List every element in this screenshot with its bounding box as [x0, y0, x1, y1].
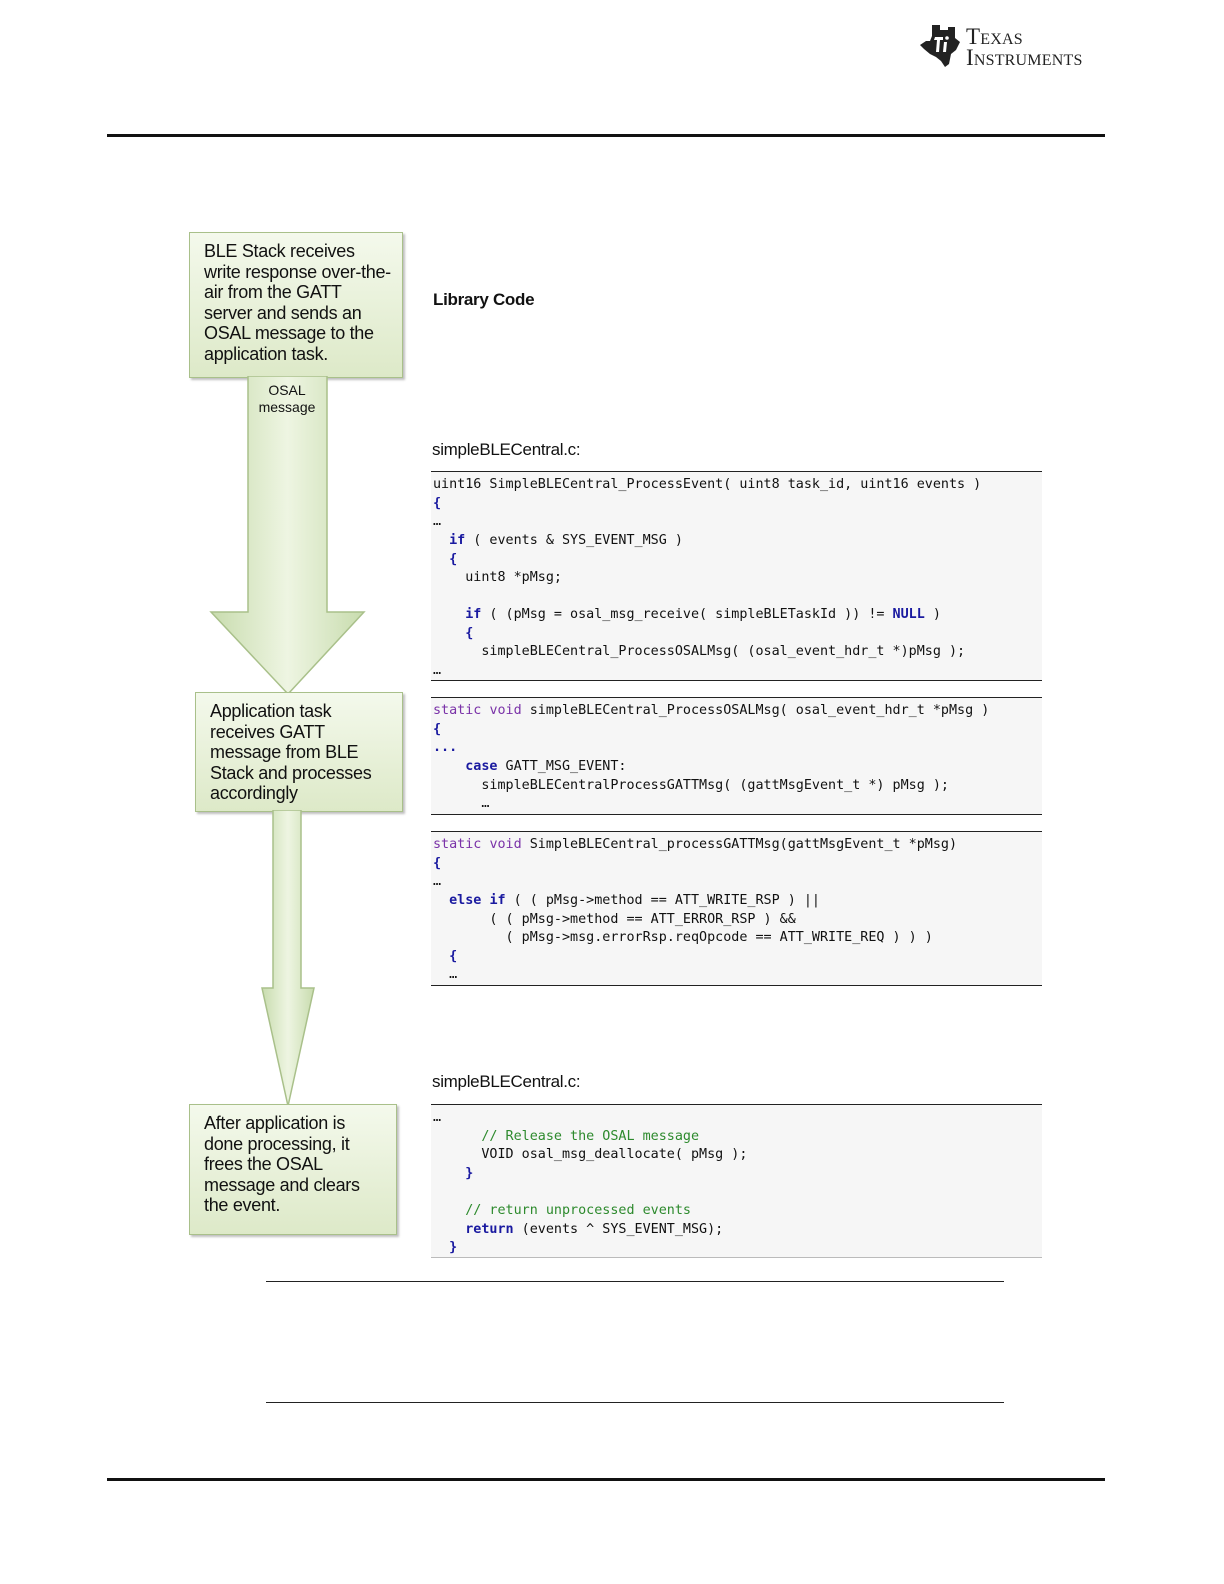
code4-line-3: VOID osal_msg_deallocate( pMsg );	[433, 1147, 748, 1162]
code3-line-2: {	[433, 856, 442, 871]
code1-line-5: {	[433, 552, 458, 567]
code2-line-6: …	[433, 796, 490, 811]
footer-rule	[107, 1478, 1105, 1481]
flow-step-1-text: BLE Stack receives write response over-the-air from the GATT server and sends an OSAL message to the application task.	[204, 241, 391, 364]
file-label-1: simpleBLECentral.c:	[432, 440, 581, 459]
brand-line1: Texas	[966, 24, 1023, 49]
note-rule-top	[266, 1281, 1004, 1282]
code4-line-4: }	[433, 1166, 474, 1181]
code2-line-4: case GATT_MSG_EVENT:	[465, 759, 627, 774]
flow-step-3-text: After application is done processing, it frees the OSAL message and clears the event.	[204, 1113, 360, 1215]
code2-line-3: ...	[433, 740, 458, 755]
code1-line-11: …	[433, 663, 442, 678]
ti-state-icon	[918, 24, 962, 68]
code2-line-2: {	[433, 722, 442, 737]
code3-line-7: {	[433, 949, 458, 964]
code3-line-4: else if ( ( pMsg->method == ATT_WRITE_RSP ) ||	[449, 893, 820, 908]
osal-message-label: OSAL message	[258, 382, 316, 415]
code1-line-8: if ( (pMsg = osal_msg_receive( simpleBLETaskId )) != NULL )	[465, 607, 941, 622]
down-arrow-osal	[208, 376, 368, 696]
note-rule-bottom	[266, 1402, 1004, 1403]
code1-line-4: if ( events & SYS_EVENT_MSG )	[449, 533, 683, 548]
code1-line-3: …	[433, 514, 442, 529]
code1-line-9: {	[433, 626, 474, 641]
flow-step-application-task	[195, 692, 403, 812]
code4-line-7: return (events ^ SYS_EVENT_MSG);	[465, 1222, 724, 1237]
code3-line-6: ( pMsg->msg.errorRsp.reqOpcode == ATT_WRITE_REQ ) ) )	[433, 930, 933, 945]
code2-line-5: simpleBLECentralProcessGATTMsg( (gattMsgEvent_t *) pMsg );	[433, 778, 949, 793]
ti-logo	[918, 24, 1108, 70]
code-block-process-event	[431, 471, 1042, 681]
file-label-2: simpleBLECentral.c:	[432, 1072, 581, 1091]
library-code-label: Library Code	[433, 290, 535, 309]
flow-step-ble-stack	[189, 232, 403, 378]
code3-line-3: …	[433, 874, 442, 889]
code-block-dealloc	[431, 1104, 1042, 1258]
code4-line-6: // return unprocessed events	[433, 1203, 691, 1218]
code-block-process-gatt-msg	[431, 831, 1042, 986]
code3-line-8: …	[433, 967, 458, 982]
down-arrow-free	[258, 810, 318, 1110]
code1-line-10: simpleBLECentral_ProcessOSALMsg( (osal_event_hdr_t *)pMsg );	[433, 644, 966, 659]
flow-step-2-text: Application task receives GATT message from BLE Stack and processes accordingly	[210, 701, 372, 803]
code1-line-6: uint8 *pMsg;	[433, 570, 562, 585]
code4-line-1: …	[433, 1110, 442, 1125]
code4-line-8: }	[433, 1240, 458, 1255]
code1-line-1: uint16 SimpleBLECentral_ProcessEvent( uint8 task_id, uint16 events )	[433, 477, 982, 492]
code4-line-2: // Release the OSAL message	[433, 1129, 700, 1144]
code1-line-2: {	[433, 496, 442, 511]
code3-line-5: ( ( pMsg->method == ATT_ERROR_RSP ) &&	[433, 912, 796, 927]
header-rule	[107, 134, 1105, 137]
code2-line-1: static void simpleBLECentral_ProcessOSALMsg( osal_event_hdr_t *pMsg )	[433, 703, 990, 718]
code-block-process-osal-msg	[431, 697, 1042, 815]
flow-step-free-message	[189, 1104, 397, 1235]
brand-line2: Instruments	[966, 45, 1083, 70]
code3-line-1: static void SimpleBLECentral_processGATTMsg(gattMsgEvent_t *pMsg)	[433, 837, 958, 852]
